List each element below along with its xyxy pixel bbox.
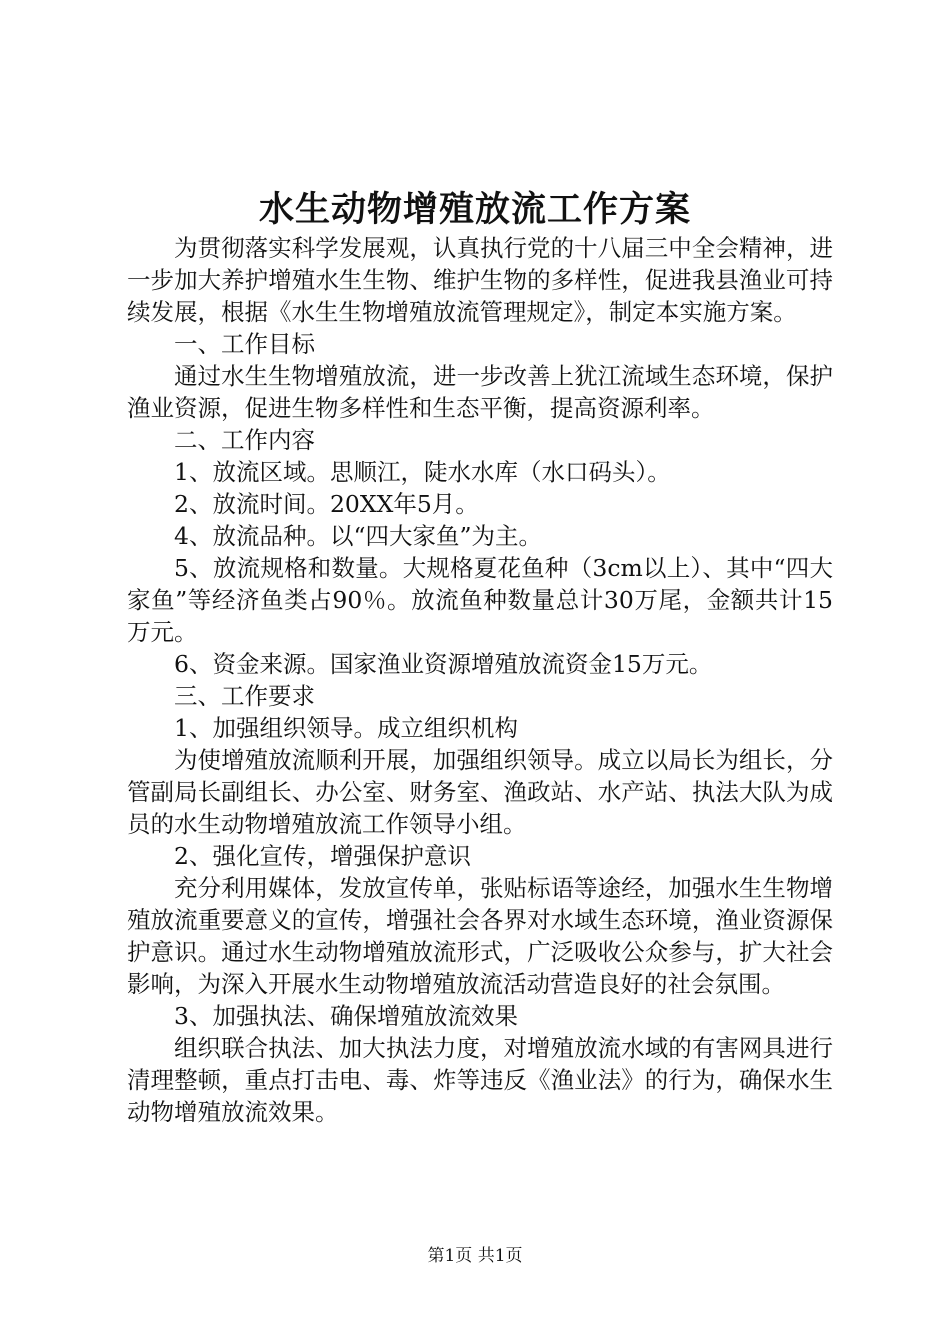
content-item-area: 1、放流区域。思顺江，陡水水库（水口码头）。	[174, 458, 671, 486]
document-title: 水生动物增殖放流工作方案	[258, 189, 691, 230]
intro-paragraph: 为贯彻落实科学发展观，认真执行党的十八届三中全会精神，进一步加大养护增殖水生生物、维护生物的多样性，促进我县渔业可持续发展，根据《水生生物增殖放流管理规定》，制定本实施方案。	[127, 234, 833, 326]
requirement-heading-publicity: 2、强化宣传，增强保护意识	[174, 842, 471, 870]
section-heading-content: 二、工作内容	[174, 426, 315, 454]
content-item-time: 2、放流时间。20XX年5月。	[174, 490, 479, 518]
requirement-paragraph-enforcement: 组织联合执法、加大执法力度，对增殖放流水域的有害网具进行清理整顿，重点打击电、毒、炸等违反《渔业法》的行为，确保水生动物增殖放流效果。	[127, 1034, 833, 1126]
goals-paragraph: 通过水生生物增殖放流，进一步改善上犹江流域生态环境，保护渔业资源，促进生物多样性和生态平衡，提高资源利率。	[127, 362, 833, 422]
content-item-species: 4、放流品种。以“四大家鱼”为主。	[174, 522, 542, 550]
requirement-paragraph-publicity: 充分利用媒体，发放宣传单，张贴标语等途经，加强水生生物增殖放流重要意义的宣传，增强社会各界对水域生态环境，渔业资源保护意识。通过水生动物增殖放流形式，广泛吸收公众参与，扩大社会影响，为深入开展水生动物增殖放流活动营造良好的社会氛围。	[127, 874, 833, 998]
requirement-paragraph-leadership: 为使增殖放流顺利开展，加强组织领导。成立以局长为组长，分管副局长副组长、办公室、财务室、渔政站、水产站、执法大队为成员的水生动物增殖放流工作领导小组。	[127, 746, 833, 838]
content-item-scale: 5、放流规格和数量。大规格夏花鱼种（3cm以上）、其中“四大家鱼”等经济鱼类占90％。放流鱼种数量总计30万尾，金额共计15万元。	[127, 554, 833, 646]
requirement-heading-leadership: 1、加强组织领导。成立组织机构	[174, 714, 518, 742]
document-body	[127, 232, 833, 1128]
page-footer: 第1页 共1页	[427, 1246, 523, 1266]
requirement-heading-enforcement: 3、加强执法、确保增殖放流效果	[174, 1002, 518, 1030]
section-heading-requirements: 三、工作要求	[174, 682, 315, 710]
section-heading-goals: 一、工作目标	[174, 330, 315, 358]
content-item-funding: 6、资金来源。国家渔业资源增殖放流资金15万元。	[174, 650, 713, 678]
